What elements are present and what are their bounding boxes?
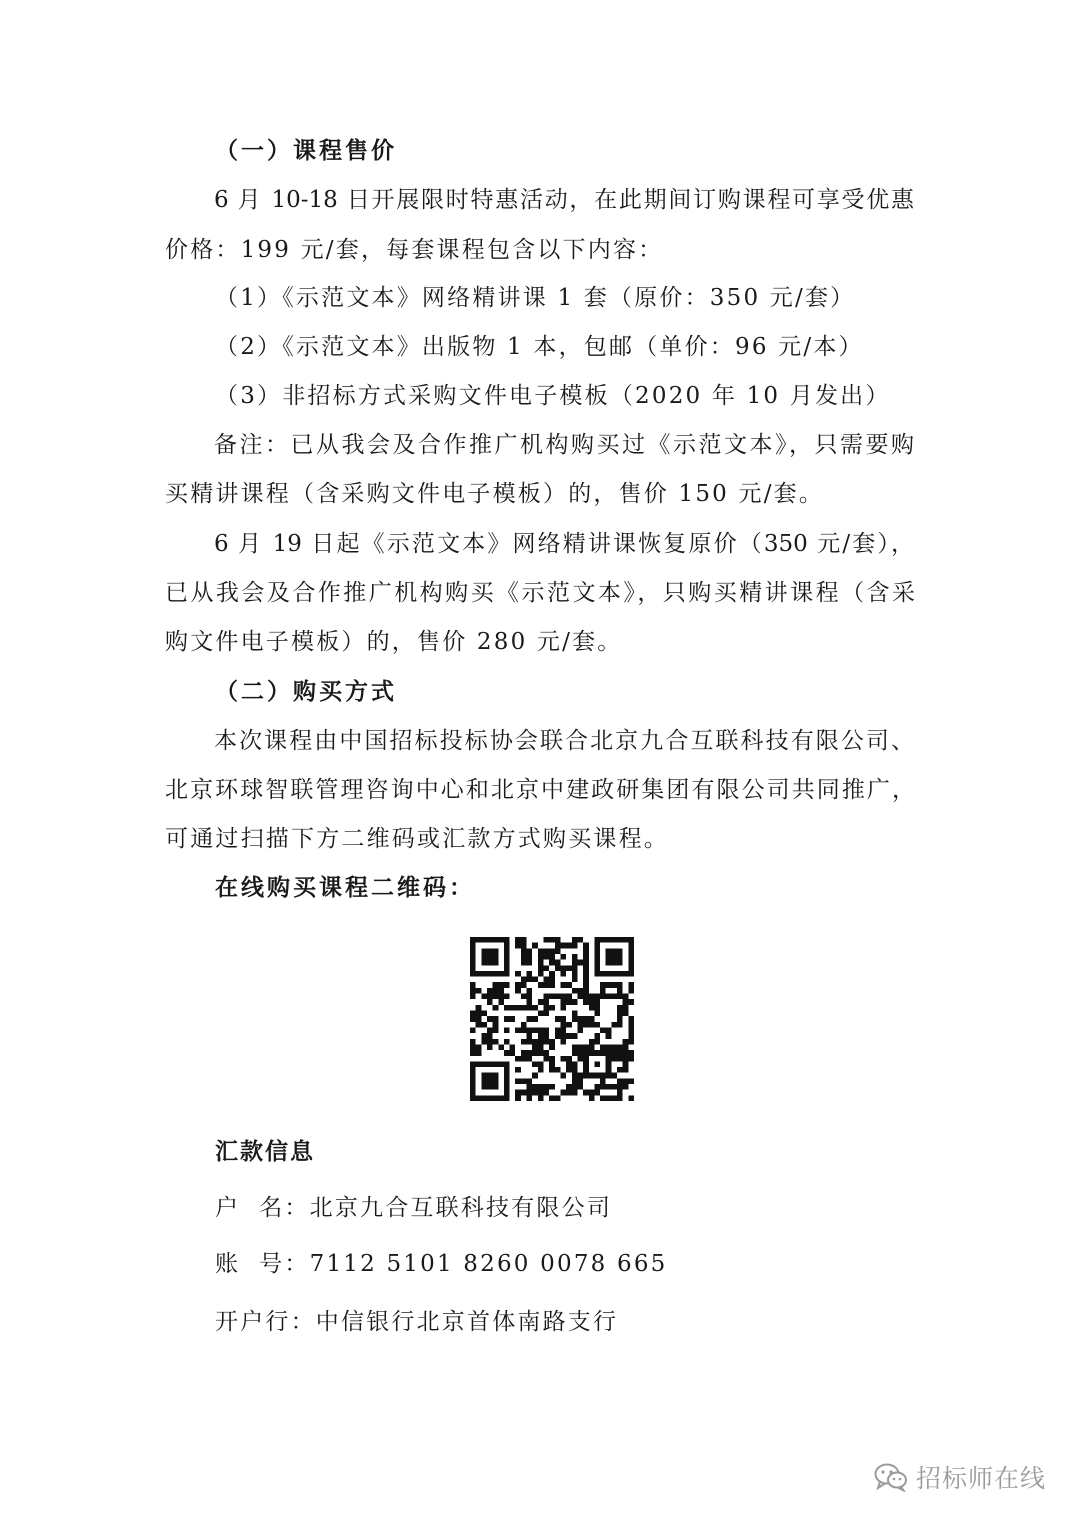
watermark-text: 招标师在线 <box>916 1464 1047 1493</box>
wechat-icon <box>874 1462 908 1492</box>
account-name: 户 名：北京九合互联科技有限公司 <box>215 1195 613 1221</box>
qr-code-label: 在线购买课程二维码： <box>215 874 475 901</box>
purchase-paragraph-line-1: 本次课程由中国招标投标协会联合北京九合互联科技有限公司、 <box>214 728 914 754</box>
note-line-1: 备注：已从我会及合作推广机构购买过《示范文本》，只需要购 <box>214 432 914 458</box>
account-number: 账 号：7112 5101 8260 0078 665 <box>215 1251 668 1277</box>
bank-name: 开户行：中信银行北京首体南路支行 <box>215 1309 619 1335</box>
restore-price-line-3: 购文件电子模板）的，售价 280 元/套。 <box>165 629 623 655</box>
section-heading-price: （一）课程售价 <box>215 137 397 164</box>
watermark <box>874 1459 1046 1495</box>
course-item-2: （2）《示范文本》出版物 1 本，包邮（单价：96 元/本） <box>215 334 864 360</box>
purchase-paragraph-line-3: 可通过扫描下方二维码或汇款方式购买课程。 <box>165 826 669 852</box>
course-item-3: （3）非招标方式采购文件电子模板（2020 年 10 月发出） <box>215 383 891 409</box>
course-item-1: （1）《示范文本》网络精讲课 1 套（原价：350 元/套） <box>215 285 856 311</box>
restore-price-line-2: 已从我会及合作推广机构购买《示范文本》，只购买精讲课程（含采 <box>165 580 915 606</box>
restore-price-line-1: 6 月 19 日起《示范文本》网络精讲课恢复原价（350 元/套）， <box>214 531 914 557</box>
remittance-heading: 汇款信息 <box>215 1138 315 1165</box>
price-paragraph-line-2: 价格：199 元/套，每套课程包含以下内容： <box>165 237 664 263</box>
section-heading-purchase: （二）购买方式 <box>215 678 397 705</box>
purchase-paragraph-line-2: 北京环球智联管理咨询中心和北京中建政研集团有限公司共同推广， <box>165 777 915 803</box>
price-paragraph-line-1: 6 月 10-18 日开展限时特惠活动，在此期间订购课程可享受优惠 <box>214 187 914 213</box>
qr-code[interactable] <box>470 937 634 1101</box>
note-line-2: 买精讲课程（含采购文件电子模板）的，售价 150 元/套。 <box>165 481 825 507</box>
